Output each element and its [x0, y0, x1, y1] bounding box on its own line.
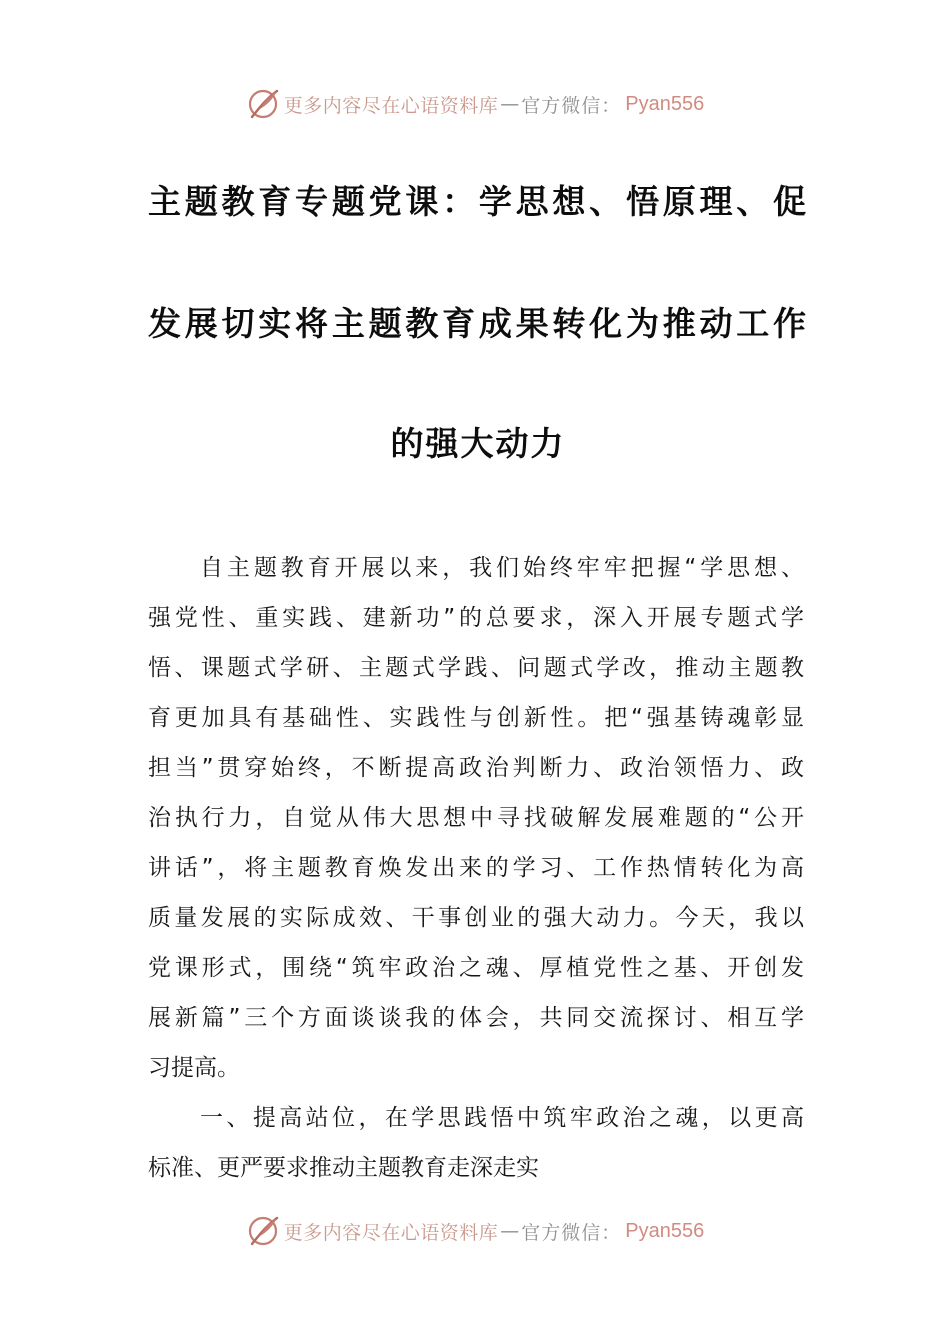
document-title-line: 发展切实将主题教育成果转化为推动工作 [148, 304, 808, 343]
document-title-line: 的强大动力 [390, 424, 566, 463]
paragraph-line: 党课形式，围绕“筑牢政治之魂、厚植党性之基、开创发 [148, 955, 804, 981]
watermark-wechat-label: 官方微信： [521, 1221, 622, 1244]
watermark-wechat-label: 官方微信： [521, 94, 622, 117]
paragraph-line: 标准、更严要求推动主题教育走深走实 [148, 1155, 539, 1181]
watermark-site-text: 更多内容尽在心语资料库 [283, 1221, 499, 1244]
watermark-separator: — [500, 93, 520, 115]
paragraph-line: 习提高。 [148, 1055, 240, 1081]
watermark-wechat-id: Pyan556 [625, 1219, 705, 1242]
paragraph-line: 自主题教育开展以来，我们始终牢牢把握“学思想、 [200, 555, 804, 581]
paragraph-line: 悟、课题式学研、主题式学践、问题式学改，推动主题教 [148, 655, 804, 681]
paragraph-line: 质量发展的实际成效、干事创业的强大动力。今天，我以 [148, 905, 804, 931]
watermark-site-text: 更多内容尽在心语资料库 [283, 94, 499, 117]
footer-watermark [0, 1211, 950, 1251]
quill-logo-icon [246, 1214, 280, 1248]
watermark-wechat-id: Pyan556 [625, 92, 705, 115]
document-title-line: 主题教育专题党课：学思想、悟原理、促 [148, 182, 808, 221]
quill-logo-icon [246, 87, 280, 121]
watermark-separator: — [500, 1220, 520, 1242]
paragraph-line: 担当”贯穿始终，不断提高政治判断力、政治领悟力、政 [148, 755, 804, 781]
paragraph-line: 治执行力，自觉从伟大思想中寻找破解发展难题的“公开 [148, 805, 804, 831]
paragraph-line: 强党性、重实践、建新功”的总要求，深入开展专题式学 [148, 605, 804, 631]
paragraph-line: 育更加具有基础性、实践性与创新性。把“强基铸魂彰显 [148, 705, 804, 731]
header-watermark [0, 84, 950, 124]
paragraph-line: 一、提高站位，在学思践悟中筑牢政治之魂，以更高 [200, 1105, 804, 1131]
paragraph-line: 展新篇”三个方面谈谈我的体会，共同交流探讨、相互学 [148, 1005, 804, 1031]
paragraph-line: 讲话”，将主题教育焕发出来的学习、工作热情转化为高 [148, 855, 804, 881]
